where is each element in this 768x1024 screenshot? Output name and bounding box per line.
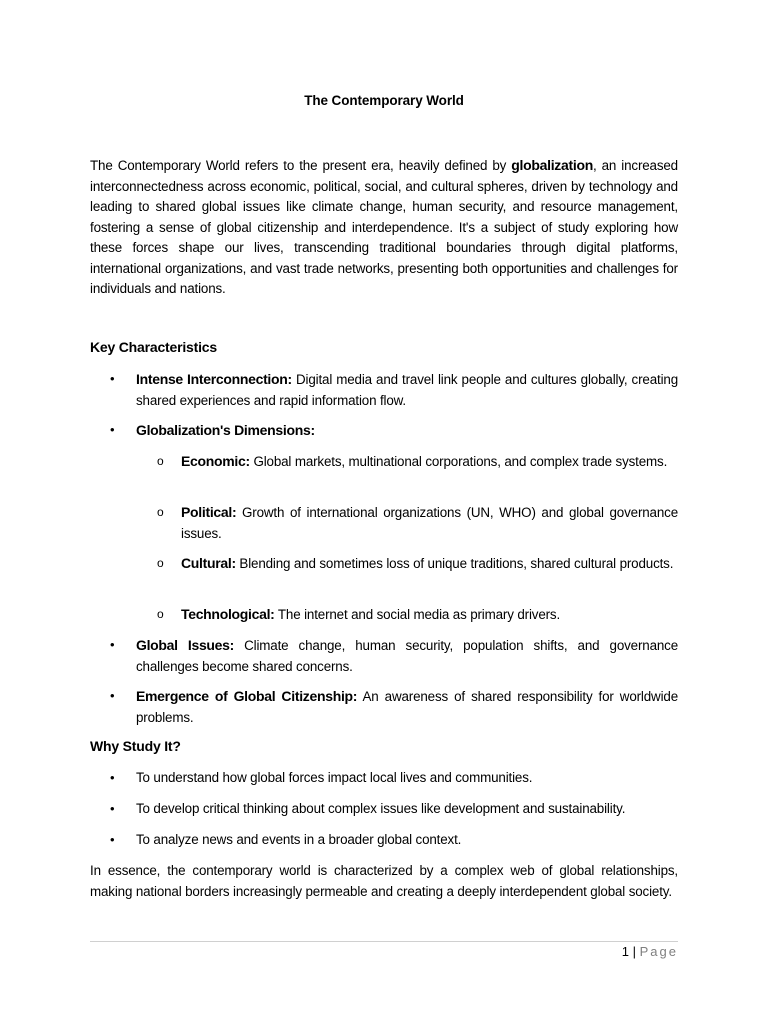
intro-paragraph	[90, 155, 678, 300]
item-text: Climate change, human security, population shifts, and governance challenges become shared concerns.	[136, 638, 679, 674]
item-term: Globalization's Dimensions:	[136, 422, 315, 438]
sub-item-text: Blending and sometimes loss of unique traditions, shared cultural products.	[235, 556, 674, 571]
sub-item-term: Cultural:	[181, 555, 236, 571]
footer-divider	[90, 941, 678, 942]
item-term: Emergence of Global Citizenship:	[136, 688, 358, 704]
footer-separator: |	[632, 944, 636, 959]
list-item	[110, 686, 678, 728]
sub-bullet-icon: o	[157, 454, 164, 468]
sub-list-item	[157, 502, 678, 544]
key-characteristics-heading: Key Characteristics	[90, 339, 217, 355]
sub-bullet-icon: o	[157, 556, 164, 570]
sub-list-item	[157, 553, 678, 575]
list-item	[110, 799, 678, 820]
intro-text-end: , an increased interconnectedness across economic, political, social, and cultural spheres, driven by technology and leading to shared global issues like climate change, human security, and resource management, fostering a sense of global citizenship and interdependence. It's a subject of study exploring how these forces shape our lives, transcending traditional boundaries through digital platforms, international organizations, and vast trade networks, presenting both opportunities and challenges for individuals and nations.	[90, 158, 678, 296]
list-item	[110, 830, 678, 851]
intro-bold-term: globalization	[511, 157, 593, 173]
page-number: 1	[621, 944, 629, 959]
bullet-icon: •	[110, 832, 115, 847]
bullet-icon: •	[110, 770, 115, 785]
bullet-icon: •	[110, 637, 115, 652]
bullet-icon: •	[110, 371, 115, 386]
page-label: Page	[639, 944, 678, 959]
sub-item-text: Global markets, multinational corporations, and complex trade systems.	[249, 454, 668, 469]
sub-bullet-icon: o	[157, 505, 164, 519]
page-footer	[622, 944, 678, 959]
bullet-icon: •	[110, 422, 115, 437]
sub-bullet-icon: o	[157, 607, 164, 621]
bullet-icon: •	[110, 801, 115, 816]
item-text: Digital media and travel link people and cultures globally, creating shared experiences and rapid information flow.	[136, 372, 678, 408]
conclusion-paragraph: In essence, the contemporary world is characterized by a complex web of global relationships, making national borders increasingly permeable and creating a deeply interdependent global society.	[90, 863, 678, 899]
item-text: To analyze news and events in a broader global context.	[136, 832, 462, 847]
list-item	[110, 768, 678, 789]
sub-item-term: Technological:	[181, 606, 275, 622]
sub-item-text: Growth of international organizations (UN, WHO) and global governance issues.	[181, 505, 678, 541]
document-title: The Contemporary World	[304, 93, 464, 108]
item-text: An awareness of shared responsibility for worldwide problems.	[136, 689, 678, 725]
item-term: Global Issues:	[136, 637, 235, 653]
sub-item-text: The internet and social media as primary drivers.	[274, 607, 561, 622]
why-study-heading: Why Study It?	[90, 738, 181, 754]
sub-item-term: Political:	[181, 504, 237, 520]
bullet-icon: •	[110, 688, 115, 703]
list-item	[110, 420, 678, 442]
item-text: To understand how global forces impact local lives and communities.	[136, 770, 533, 785]
intro-text-start: The Contemporary World refers to the present era, heavily defined by	[90, 158, 512, 173]
sub-list-item	[157, 451, 678, 473]
item-text: To develop critical thinking about complex issues like development and sustainability.	[136, 801, 626, 816]
list-item	[110, 635, 678, 677]
item-term: Intense Interconnection:	[136, 371, 292, 387]
list-item	[110, 369, 678, 411]
sub-list-item	[157, 604, 678, 626]
sub-item-term: Economic:	[181, 453, 250, 469]
